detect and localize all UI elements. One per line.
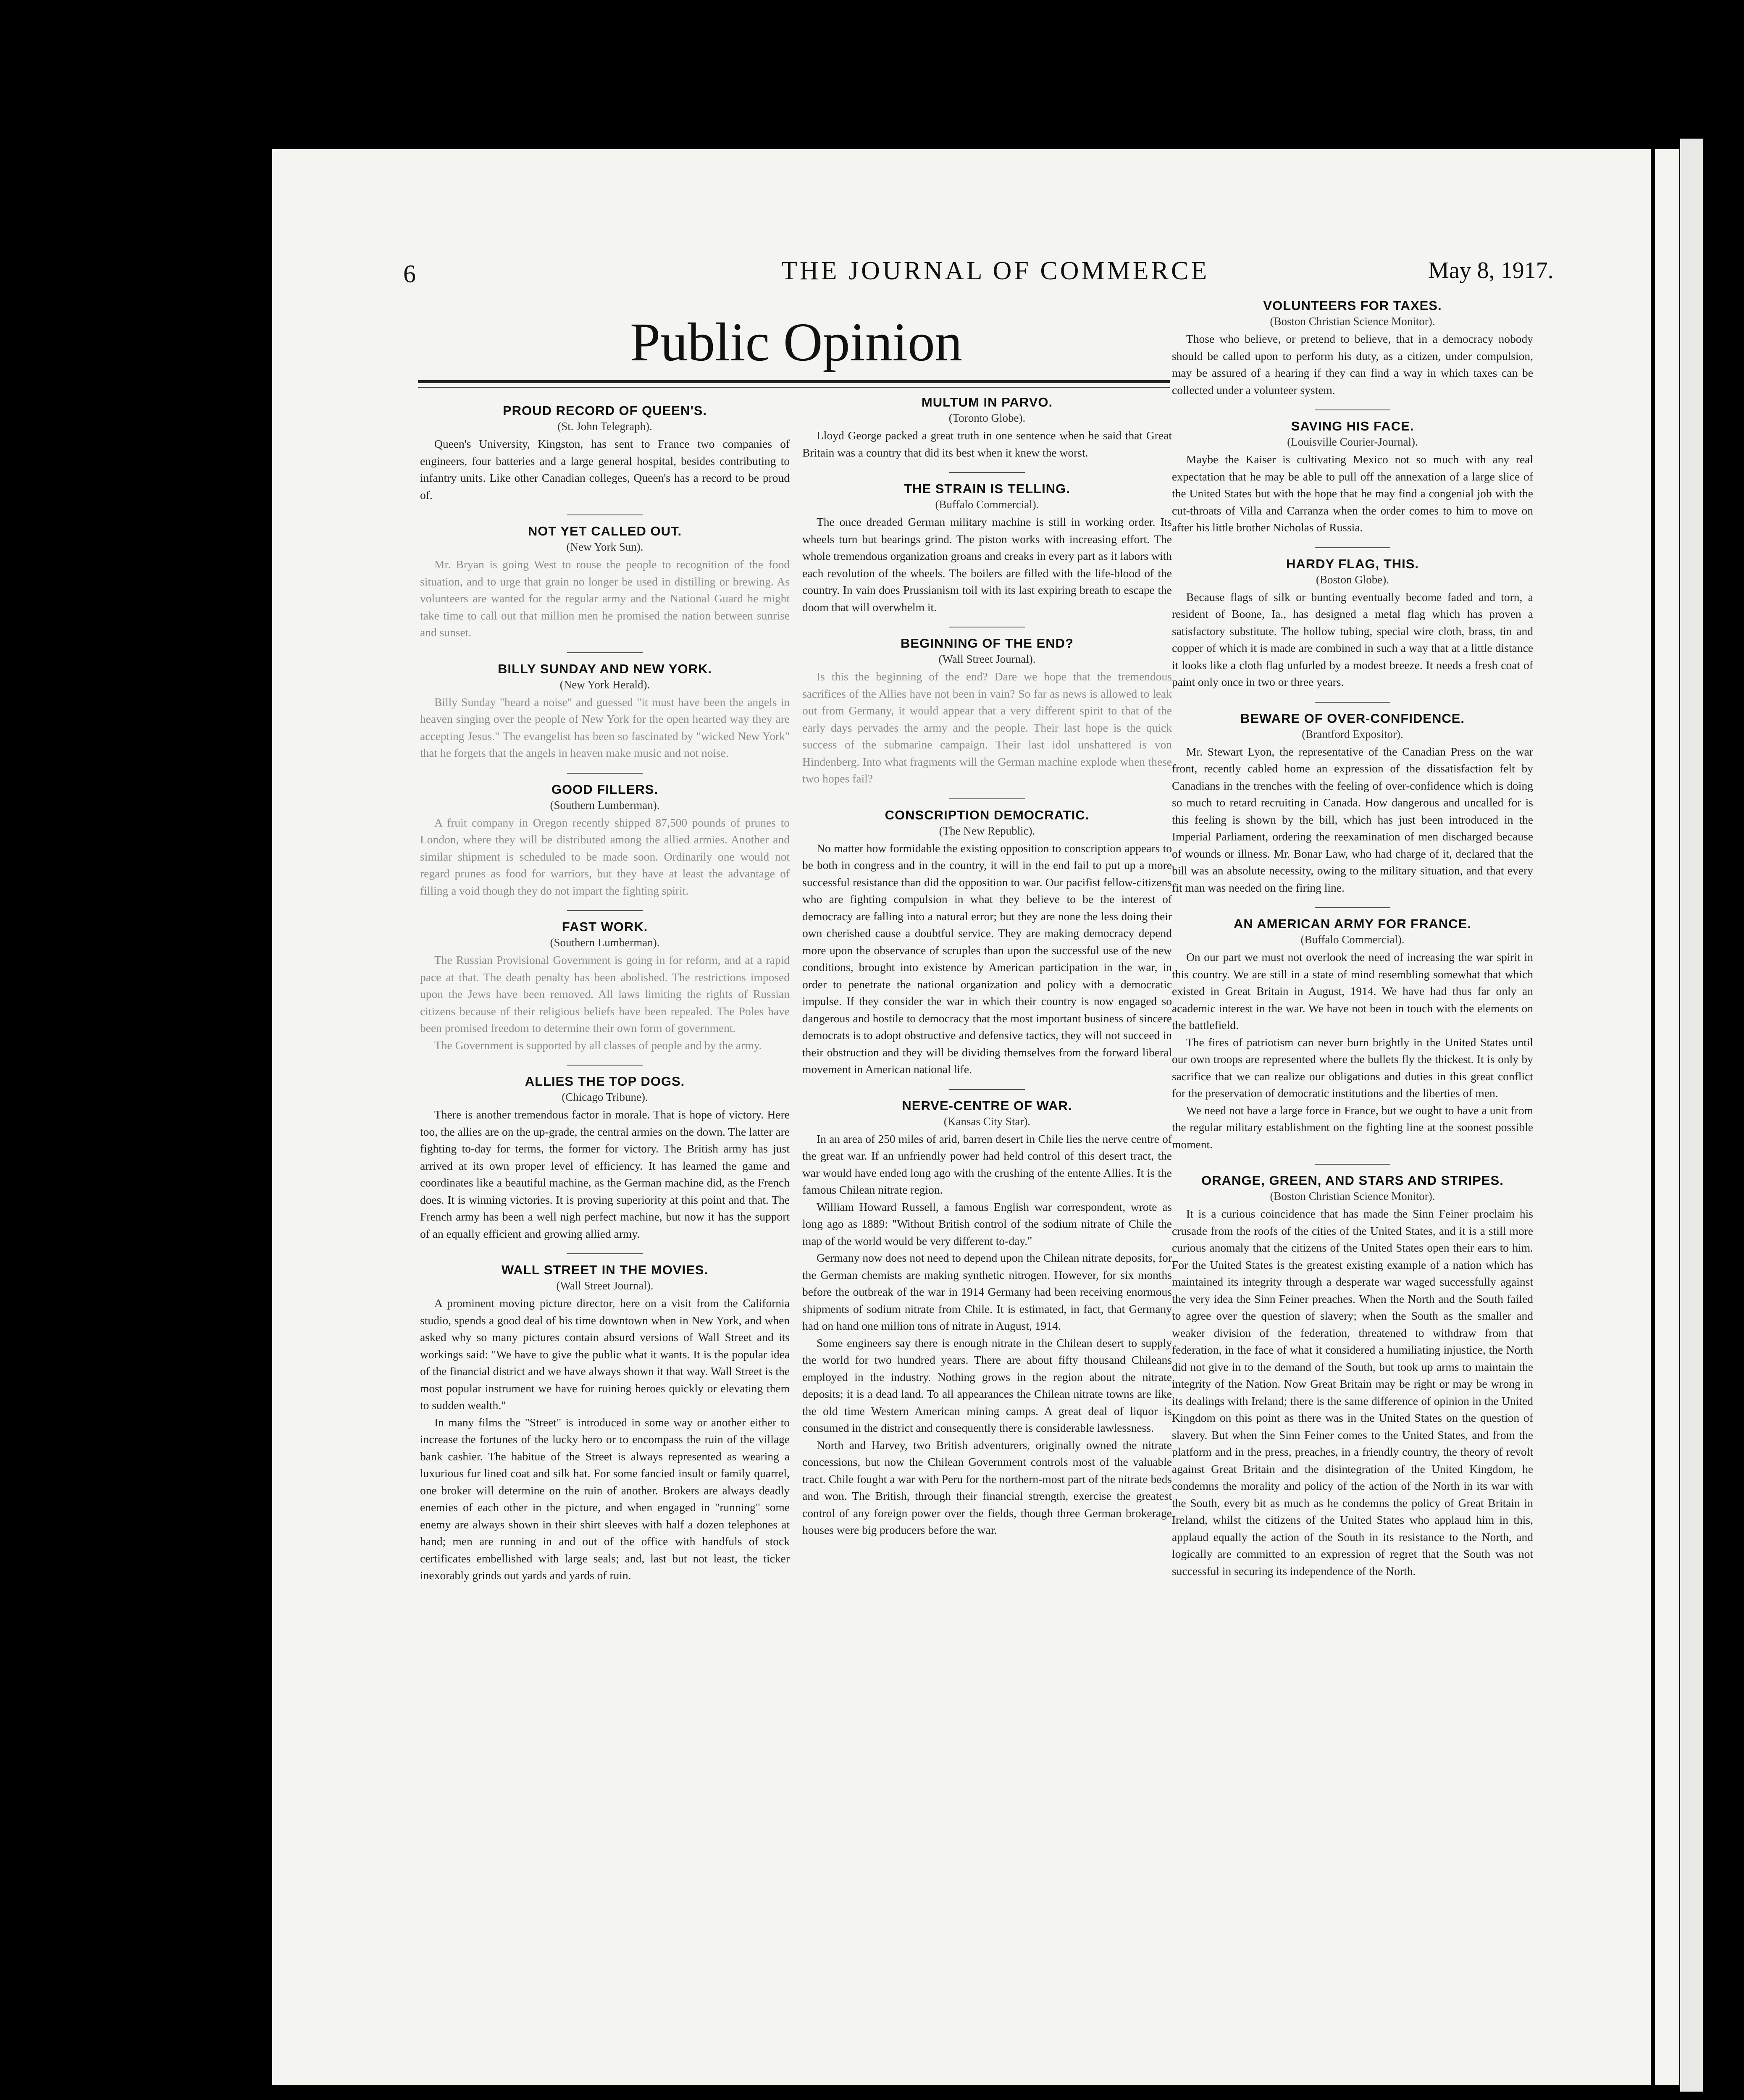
article (420, 919, 790, 1054)
adjacent-page-edge (1680, 139, 1703, 2092)
article (420, 662, 790, 762)
article-text: Billy Sunday "heard a noise" and guessed "it must have been the angels in heaven singing over the people of New York for the open hearted way they are accepting Jesus." The evangelist has been so fascinated by "wicked New York" that he forgets that the angels in heaven make music and not noise. (420, 695, 790, 759)
article-source: (Wall Street Journal). (938, 653, 1036, 665)
article-separator (1315, 702, 1390, 703)
article-source: (Buffalo Commercial). (935, 498, 1039, 511)
article-source: (New York Herald). (559, 678, 650, 691)
section-title: Public Opinion (630, 312, 962, 373)
article-separator (949, 472, 1025, 473)
article-text: There is another tremendous factor in morale. That is hope of victory. Here too, the allies are on the up-grade, the central armies on the down. The latter are fighting to-day for terms, the former for victory. The British army has just arrived at its own proper level of efficiency. It has learned the game and coordinates like a beautiful machine, as the German machine did, as the French does. It is winning victories. It is proving superiority at this point and that. The French army has been a well nigh perfect machine, but now it has the support of an equally efficient and growing allied army. (420, 1108, 790, 1240)
article-text: Germany now does not need to depend upon the Chilean nitrate deposits, for the German chemists are making synthetic nitrogen. However, for six months before the outbreak of the war in 1914 Germany had been receiving enormous shipments of sodium nitrate from Chile. It is estimated, in fact, that Germany had on hand one million tons of nitrate in August, 1914. (802, 1251, 1172, 1332)
article-separator (1315, 1164, 1390, 1165)
article-source: (Kansas City Star). (943, 1115, 1031, 1128)
article (802, 636, 1172, 788)
article-source: (St. John Telegraph). (557, 420, 652, 433)
article (802, 808, 1172, 1078)
article-headline: GOOD FILLERS. (551, 782, 659, 797)
article-source: (Boston Globe). (1316, 573, 1389, 586)
article-separator (1315, 907, 1390, 908)
article-text: Queen's University, Kingston, has sent to France two companies of engineers, four batteries and a large general hospital, besides contributing to infantry units. Like other Canadian colleges, Queen's has a record to be proud of. (420, 437, 790, 501)
article-separator (567, 1065, 643, 1066)
article-text: Those who believe, or pretend to believe, that in a democracy nobody should be called upon to perform his duty, as a citizen, under compulsion, may be assured of a hearing if they can find a way in which taxes can be collected under a volunteer system. (1172, 332, 1533, 396)
article-text: North and Harvey, two British adventurers, originally owned the nitrate concessions, but now the Chilean Government controls most of the valuable tract. Chile fought a war with Peru for the northern-most part of the nitrate beds and won. The British, through their financial strength, exercise the greatest control of any foreign power over the fields, though three German brokerage houses were big producers before the war. (802, 1438, 1172, 1536)
article (420, 782, 790, 900)
column-1 (420, 403, 790, 2012)
article-headline: NERVE-CENTRE OF WAR. (902, 1098, 1072, 1113)
article (802, 395, 1172, 461)
article-headline: HARDY FLAG, THIS. (1286, 556, 1419, 571)
issue-date: May 8, 1917. (1428, 257, 1554, 284)
article (1172, 556, 1533, 691)
article-headline: ALLIES THE TOP DOGS. (525, 1074, 685, 1089)
article-text: Maybe the Kaiser is cultivating Mexico not so much with any real expectation that he may be able to pull off the annexation of a large slice of the United States but with the hope that he may find a congenial job with the cut-throats of Villa and Carranza when the order comes to him to move on after his little brother Nicholas of Russia. (1172, 453, 1533, 534)
article (802, 1098, 1172, 1539)
article-source: (Louisville Courier-Journal). (1287, 436, 1418, 448)
article-text: We need not have a large force in France, but we ought to have a unit from the regular military establishment on the fighting line at the soonest possible moment. (1172, 1103, 1533, 1151)
article-source: (The New Republic). (939, 824, 1035, 837)
article-text: Mr. Stewart Lyon, the representative of the Canadian Press on the war front, recently cabled home an expression of the dissatisfaction felt by Canadians in the trenches with the feeling of over-confidence which is doing so much to retard recruiting in Canada. How dangerous and uncalled for is this feeling is shown by the bill, which has just been introduced in the Imperial Parliament, ordering the reexamination of men discharged because of wounds or illness. Mr. Bonar Law, who had charge of it, declared that the bill was an absolute necessity, owing to the military situation, and that every fit man was needed on the firing line. (1172, 745, 1533, 894)
column-3 (1172, 298, 1533, 2012)
article-separator (567, 514, 643, 515)
article-source: (Buffalo Commercial). (1300, 933, 1405, 946)
article-headline: BEGINNING OF THE END? (901, 636, 1074, 651)
article-headline: SAVING HIS FACE. (1291, 419, 1414, 433)
article-headline: CONSCRIPTION DEMOCRATIC. (885, 807, 1090, 822)
title-rule-thin (418, 387, 1170, 388)
article-text: The once dreaded German military machine is still in working order. Its wheels turn but bearings grind. The piston works with increasing effort. The whole tremendous organization groans and creaks in every part as it labors with each revolution of the wheels. The boilers are filled with the life-blood of the country. In vain does Prussianism toil with its last expiring breath to escape the doom that will overwhelm it. (802, 515, 1172, 614)
article (802, 481, 1172, 616)
article-source: (Boston Christian Science Monitor). (1270, 315, 1435, 328)
column-2 (802, 395, 1172, 2012)
page-fold-shadow (1651, 139, 1655, 2092)
article (1172, 298, 1533, 399)
article-headline: AN AMERICAN ARMY FOR FRANCE. (1234, 916, 1471, 931)
article-headline: ORANGE, GREEN, AND STARS AND STRIPES. (1201, 1173, 1504, 1188)
article (1172, 419, 1533, 536)
article-text: A fruit company in Oregon recently shipped 87,500 pounds of prunes to London, where they will be distributed among the allied armies. Another and similar shipment is scheduled to be made soon. Ordinarily one would not regard prunes as food for warriors, but they have at least the advantage of filling a void though they do not impart the fighting spirit. (420, 816, 790, 897)
article-separator (567, 910, 643, 911)
article-headline: FAST WORK. (562, 919, 648, 934)
article-text: Is this the beginning of the end? Dare we hope that the tremendous sacrifices of the Allies have not been in vain? So far as news is allowed to leak out from Germany, it would appear that a very different spirit to that of the early days pervades the army and the people. Their last hope is the quick success of the submarine campaign. Their last idol unshattered is von Hindenberg. Into what fragments will the German machine explode when these two hopes fail? (802, 670, 1172, 785)
article-text: Lloyd George packed a great truth in one sentence when he said that Great Britain was a country that did its best when it knew the worst. (802, 429, 1172, 459)
article-source: (Chicago Tribune). (562, 1091, 648, 1103)
article-headline: NOT YET CALLED OUT. (528, 524, 682, 538)
article (420, 524, 790, 641)
article-text: Mr. Bryan is going West to rouse the people to recognition of the food situation, and to urge that grain no longer be used in distilling or brewing. As volunteers are wanted for the regular army and the National Guard he might take time to call out that million men he promised the nation between sunrise and sunset. (420, 558, 790, 639)
article-text: Some engineers say there is enough nitrate in the Chilean desert to supply the world for two hundred years. There are about fifty thousand Chileans employed in the industry. Nothing grows in the region about the nitrate deposits; it is a dead land. To all appearances the Chilean nitrate towns are like the old time Western American mining camps. A great deal of liquor is consumed in the district and consequently there is considerable lawlessness. (802, 1336, 1172, 1434)
article-separator (567, 773, 643, 774)
article-separator (949, 1089, 1025, 1090)
article-text: In an area of 250 miles of arid, barren desert in Chile lies the nerve centre of the great war. If an unfriendly power had held control of this desert tract, the war would have ended long ago with the crushing of the entente Allies. It is the famous Chilean nitrate region. (802, 1132, 1172, 1196)
article-headline: BEWARE OF OVER-CONFIDENCE. (1240, 711, 1465, 726)
article-text: Because flags of silk or bunting eventually become faded and torn, a resident of Boone, Ia., has designed a metal flag which has proven a satisfactory substitute. The hollow tubing, special wire cloth, brass, tin and copper of which it is made are combined in such a way that at a little distance it looks like a cloth flag unfurled by a modest breeze. It needs a fresh coat of paint only once in two or three years. (1172, 590, 1533, 688)
article-separator (567, 652, 643, 653)
article-separator (1315, 547, 1390, 548)
article (420, 403, 790, 504)
article (1172, 1173, 1533, 1580)
article-text: In many films the "Street" is introduced in some way or another either to increase the fortunes of the lucky hero or to encompass the ruin of the village bank cashier. The habitue of the Street is always represented as wearing a luxurious fur lined coat and silk hat. For some fancied insult or family quarrel, one broker will determine on the ruin of another. Brokers are always deadly enemies of each other in the picture, and when engaged in "running" some enemy are always shown in their shirt sleeves with half a dozen telephones at hand; men are running in and out of the office with handfuls of stock certificates embellished with large seals; and, last but not least, the ticker inexorably grinds out yards and yards of ruin. (420, 1415, 790, 1582)
article (1172, 916, 1533, 1153)
article-text: The Government is supported by all classes of people and by the army. (434, 1038, 762, 1052)
article-text: A prominent moving picture director, here on a visit from the California studio, spends a good deal of his time downtown when in New York, and when asked why so many pictures contain absurd versions of Wall Street and its workings said: "We have to give the public what it wants. It is the popular idea of the financial district and we have always shown it that way. Wall Street is the most popular instrument we have for ruining heroes quickly or elevating them to sudden wealth." (420, 1297, 790, 1412)
article-source: (Southern Lumberman). (550, 798, 660, 811)
title-rule (418, 380, 1170, 383)
article-headline: MULTUM IN PARVO. (921, 395, 1053, 410)
masthead: THE JOURNAL OF COMMERCE (781, 257, 1210, 285)
article-text: The Russian Provisional Government is going in for reform, and at a rapid pace at that. The death penalty has been abolished. The restrictions imposed upon the Jews have been removed. All laws limiting the rights of Russian citizens because of their religious beliefs have been repealed. The Poles have been promised freedom to determine their own form of government. (420, 953, 790, 1034)
article-source: (Wall Street Journal). (556, 1279, 654, 1292)
article-separator (567, 1253, 643, 1254)
article-source: (Southern Lumberman). (550, 936, 660, 949)
article-separator (949, 798, 1025, 799)
article-text: The fires of patriotism can never burn brightly in the United States until our own troops are represented where the bullets fly the thickest. It is only by sacrifice that we can realize our obligations and duties in this great conflict for the preservation of democratic institutions and the liberties of men. (1172, 1035, 1533, 1100)
article-headline: WALL STREET IN THE MOVIES. (501, 1263, 709, 1277)
article-headline: PROUD RECORD OF QUEEN'S. (502, 403, 707, 418)
article-source: (New York Sun). (566, 541, 643, 553)
article-headline: VOLUNTEERS FOR TAXES. (1263, 298, 1442, 313)
article-source: (Toronto Globe). (948, 412, 1026, 424)
article (420, 1263, 790, 1584)
article-headline: BILLY SUNDAY AND NEW YORK. (497, 661, 712, 676)
article (1172, 711, 1533, 897)
article-text: William Howard Russell, a famous English war correspondent, wrote as long ago as 1889: "Without British control of the sodium nitrate of Chile the map of the world would be very different to-day." (802, 1200, 1172, 1247)
article-source: (Brantford Expositor). (1302, 727, 1403, 740)
article-text: It is a curious coincidence that has made the Sinn Feiner proclaim his crusade from the roofs of the cities of the United States, and it is a still more curious anomaly that the citizens of the United States open their ears to him. For the United States is the greatest existing example of a nation which has maintained its integrity through a desperate war waged successfully against the very idea the Sinn Feiner preaches. When the North and the South failed to agree over the question of slavery; when the South as the smaller and weaker division of the federation, threatened to withdraw from that federation, in the face of what it considered a humiliating injustice, the North did not give in to the demand of the South, but took up arms to maintain the integrity of the Nation. Now Great Britain may be right or may be wrong in its dealings with Ireland; there is the same difference of opinion in the United Kingdom on this point as there was in the United States on the question of slavery. But when the Sinn Feiner comes to the United States, and from the platform and in the press, preaches, in a friendly country, the theory of revolt against Great Britain and the disintegration of the United Kingdom, he condemns the morality and policy of the action of the North in its war with the South, every bit as much as he condemns the policy of Great Britain in Ireland, whilst the citizens of the United States who applaud him in this, applaud equally the action of the South in its resistance to the North, and logically are committed to an expression of regret that the South was not successful in securing its independence of the North. (1172, 1207, 1533, 1578)
page-number: 6 (403, 260, 416, 288)
article (420, 1074, 790, 1242)
article-source: (Boston Christian Science Monitor). (1270, 1190, 1435, 1202)
article-headline: THE STRAIN IS TELLING. (904, 481, 1070, 496)
article-text: No matter how formidable the existing opposition to conscription appears to be both in congress and in the country, it will in the end fail to put up a more successful resistance than did the opposition to war. Our pacifist fellow-citizens who are fighting compulsion in what they believe to be the interest of democracy are falling into a natural error; but they are none the less doing their own cherished cause a doubtful service. They are making democracy depend more upon the observance of scruples than upon the successful use of the new conditions, brought into existence by American participation in the war, in order to penetrate the national organization and policy with a democratic impulse. If they consider the war in which their country is now engaged so dangerous and hostile to democracy that the most important business of sincere democrats is to adopt obstructive and defensive tactics, they will not succeed in their obstruction and they will be dividing themselves from the forward liberal movement in American national life. (802, 841, 1172, 1076)
article-text: On our part we must not overlook the need of increasing the war spirit in this country. We are still in a state of mind resembling somewhat that which existed in Great Britain in August, 1914. We have had thus far only an academic interest in the war. We have not been in touch with the elements on the battlefield. (1172, 950, 1533, 1032)
